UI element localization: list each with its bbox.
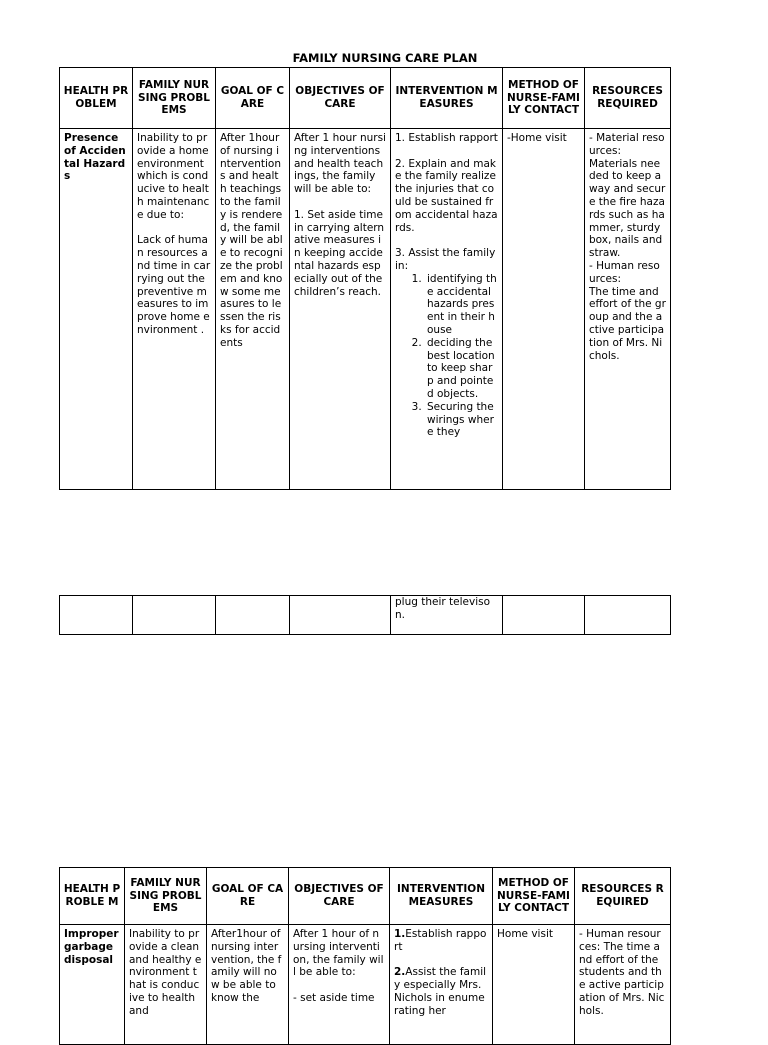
empty-cell — [133, 596, 216, 635]
table-row — [60, 925, 671, 1045]
goal-cell: After 1hour of nursing interventions and health teachings to the family is rendered, the family will be able to recognize the problem and know some measures to lessen the risks for accidents — [216, 129, 290, 490]
header-cell: OBJECTIVES OF CARE — [290, 68, 391, 129]
header-cell: OBJECTIVES OF CARE — [289, 868, 390, 925]
family-problem-cell: Inability to provide a clean and healthy environment that is conducive to health and — [125, 925, 207, 1045]
resources-cell: - Material resources: Materials needed to keep away and secure the fire hazards such as hammer, sturdy box, nails and straw. - Human resources: The time and effort of the group and the active participation of Mrs. Nichols. — [585, 129, 671, 490]
header-cell: RESOURCES REQUIRED — [585, 68, 671, 129]
empty-cell — [290, 596, 391, 635]
header-cell: FAMILY NURSING PROBLEMS — [125, 868, 207, 925]
health-problem-cell: Presence of Accidental Hazards — [60, 129, 133, 490]
care-plan-table-2 — [59, 867, 671, 1045]
resources-cell: - Human resources: The time and effort of the students and the active participation of Mrs. Nichols. — [575, 925, 671, 1045]
empty-cell — [216, 596, 290, 635]
intervention-item — [394, 928, 488, 954]
care-plan-table-1-continued — [59, 595, 671, 635]
header-cell: HEALTH PROBLEM — [60, 68, 133, 129]
header-cell: FAMILY NURSING PROBLEMS — [133, 68, 216, 129]
header-cell: GOAL OF CARE — [207, 868, 289, 925]
item-number: 2. — [394, 966, 406, 979]
header-cell: INTERVENTION MEASURES — [390, 868, 493, 925]
goal-cell: After1hour of nursing intervention, the family will now be able to know the — [207, 925, 289, 1045]
list-item: 2. deciding the best location to keep sharp and pointed objects. — [425, 337, 498, 401]
item-text: Assist the family especially Mrs. Nichols in enumerating her — [394, 966, 487, 1017]
intervention-cell — [391, 129, 503, 490]
item-text: Establish rapport — [394, 928, 487, 953]
empty-cell — [503, 596, 585, 635]
objectives-cell: After 1 hour of nursing intervention, the family will be able to: - set aside time — [289, 925, 390, 1045]
list-item: 1. identifying the accidental hazards present in their house — [425, 273, 498, 337]
page-title: FAMILY NURSING CARE PLAN — [292, 51, 478, 65]
empty-cell — [585, 596, 671, 635]
list-item: 3. Securing the wirings where they — [425, 401, 498, 439]
empty-cell — [60, 596, 133, 635]
header-cell: METHOD OF NURSE-FAMILY CONTACT — [503, 68, 585, 129]
header-cell: HEALTH PROBLE M — [60, 868, 125, 925]
table-header-row — [60, 68, 671, 129]
intervention-continued-cell: plug their televison. — [391, 596, 503, 635]
table-row — [60, 129, 671, 490]
item-number: 1. — [394, 928, 406, 940]
health-problem-cell: Improper garbage disposal — [60, 925, 125, 1045]
family-problem-cell: Inability to provide a home environment which is conducive to health maintenance due to: Lack of human resources and time in carrying out the preventive measures to improve home environment . — [133, 129, 216, 490]
header-cell: GOAL OF CARE — [216, 68, 290, 129]
intervention-cell — [390, 925, 493, 1045]
header-cell: INTERVENTION MEASURES — [391, 68, 503, 129]
method-cell: Home visit — [493, 925, 575, 1045]
table-row — [60, 596, 671, 635]
intervention-list — [395, 273, 498, 439]
header-cell: RESOURCES REQUIRED — [575, 868, 671, 925]
table-header-row — [60, 868, 671, 925]
method-cell: -Home visit — [503, 129, 585, 490]
intervention-item — [394, 966, 488, 1017]
objectives-cell: After 1 hour nursing interventions and health teachings, the family will be able to: 1. Set aside time in carrying alternative measures in keeping accidental hazards especially out of the children’s reach. — [290, 129, 391, 490]
care-plan-table-1 — [59, 67, 671, 490]
header-cell: METHOD OF NURSE-FAMILY CONTACT — [493, 868, 575, 925]
intervention-intro: 1. Establish rapport 2. Explain and make the family realize the injuries that could be sustained from accidental hazards. 3. Assist the family in: — [395, 132, 498, 272]
